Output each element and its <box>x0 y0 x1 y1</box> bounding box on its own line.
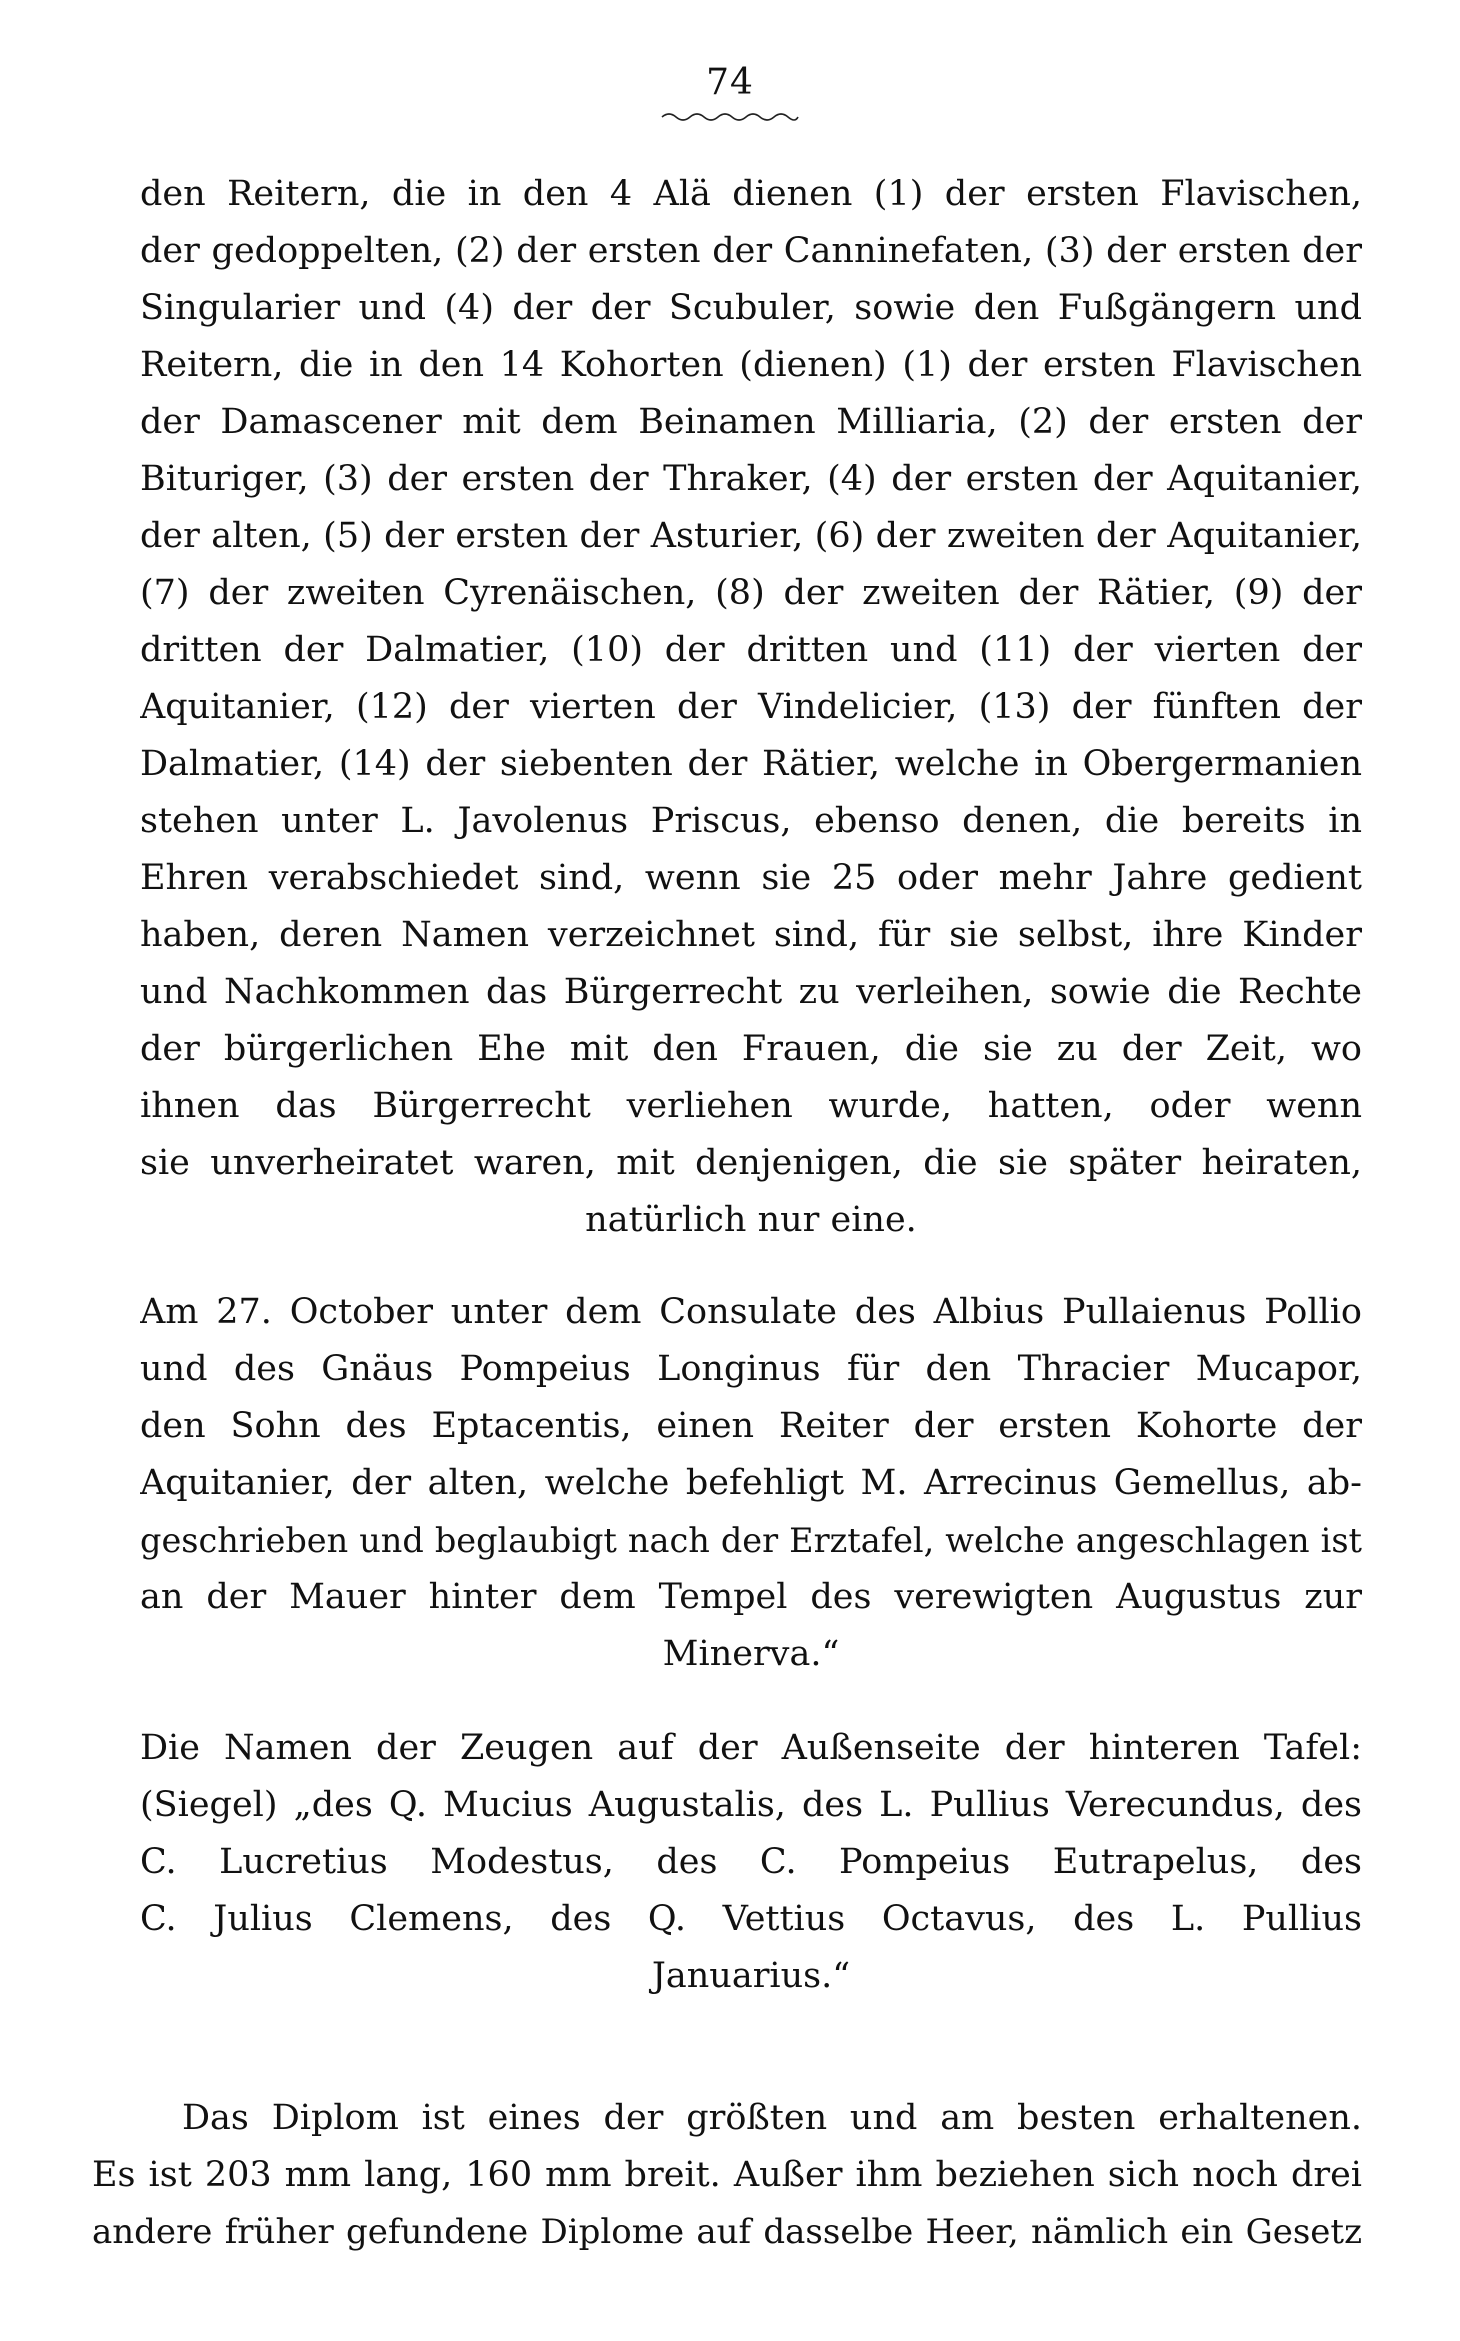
text-line: ihnen das Bürgerrecht verliehen wurde, hatten, oder wenn <box>140 1086 1362 1126</box>
text-line: sie unverheiratet waren, mit denjenigen, die sie später heiraten, <box>140 1143 1362 1183</box>
text-line: (Siegel) „des Q. Mucius Augustalis, des L. Pullius Verecundus, des <box>140 1785 1362 1825</box>
text-line: C. Lucretius Modestus, des C. Pompeius Eutrapelus, des <box>140 1842 1362 1882</box>
paragraph-4 <box>92 2090 1362 2261</box>
text-line: Ehren verabschiedet sind, wenn sie 25 oder mehr Jahre gedient <box>140 858 1362 898</box>
text-line: Januarius.“ <box>651 1956 851 1996</box>
paragraph-1 <box>140 166 1362 1249</box>
text-line: geschrieben und beglaubigt nach der Erztafel, welche angeschlagen ist <box>140 1521 1362 1560</box>
text-line: natürlich nur eine. <box>585 1200 917 1240</box>
text-line: Aquitanier, (12) der vierten der Vindelicier, (13) der fünften der <box>140 687 1362 727</box>
text-line: Das Diplom ist eines der größten und am besten erhaltenen. <box>182 2098 1362 2138</box>
text-line: an der Mauer hinter dem Tempel des verewigten Augustus zur <box>140 1577 1362 1617</box>
text-line: Bituriger, (3) der ersten der Thraker, (4) der ersten der Aquitanier, <box>140 459 1362 499</box>
text-line: den Reitern, die in den 4 Alä dienen (1) der ersten Flavischen, <box>140 174 1362 214</box>
page-number-ornament <box>660 110 800 124</box>
text-line: stehen unter L. Javolenus Priscus, ebenso denen, die bereits in <box>140 801 1362 841</box>
text-line: Singularier und (4) der der Scubuler, sowie den Fußgängern und <box>140 288 1362 328</box>
text-line: Die Namen der Zeugen auf der Außenseite der hinteren Tafel: <box>140 1728 1362 1768</box>
paragraph-3 <box>140 1720 1362 2005</box>
text-line: und Nachkommen das Bürgerrecht zu verleihen, sowie die Rechte <box>140 972 1362 1012</box>
text-line: der alten, (5) der ersten der Asturier, (6) der zweiten der Aquitanier, <box>140 516 1362 556</box>
text-line: der bürgerlichen Ehe mit den Frauen, die sie zu der Zeit, wo <box>140 1029 1362 1069</box>
text-line: der gedoppelten, (2) der ersten der Canninefaten, (3) der ersten der <box>140 231 1362 271</box>
text-line: (7) der zweiten Cyrenäischen, (8) der zweiten der Rätier, (9) der <box>140 573 1362 613</box>
text-line: dritten der Dalmatier, (10) der dritten und (11) der vierten der <box>140 630 1362 670</box>
text-line: Aquitanier, der alten, welche befehligt M. Arrecinus Gemellus, ab- <box>140 1463 1362 1503</box>
text-line: Am 27. October unter dem Consulate des Albius Pullaienus Pollio <box>140 1292 1362 1332</box>
text-line: und des Gnäus Pompeius Longinus für den Thracier Mucapor, <box>140 1349 1362 1389</box>
text-line: Es ist 203 mm lang, 160 mm breit. Außer ihm beziehen sich noch drei <box>92 2155 1362 2195</box>
text-line: C. Julius Clemens, des Q. Vettius Octavus, des L. Pullius <box>140 1899 1362 1939</box>
text-line: den Sohn des Eptacentis, einen Reiter der ersten Kohorte der <box>140 1406 1362 1446</box>
text-line: andere früher gefundene Diplome auf dasselbe Heer, nämlich ein Gesetz <box>92 2212 1362 2252</box>
paragraph-2 <box>140 1284 1362 1683</box>
page-number: 74 <box>706 62 754 103</box>
text-line: der Damascener mit dem Beinamen Milliaria, (2) der ersten der <box>140 402 1362 442</box>
text-line: haben, deren Namen verzeichnet sind, für sie selbst, ihre Kinder <box>140 915 1362 955</box>
text-line: Reitern, die in den 14 Kohorten (dienen) (1) der ersten Flavischen <box>140 345 1362 385</box>
text-line: Minerva.“ <box>662 1634 840 1674</box>
text-line: Dalmatier, (14) der siebenten der Rätier, welche in Obergermanien <box>140 744 1362 784</box>
